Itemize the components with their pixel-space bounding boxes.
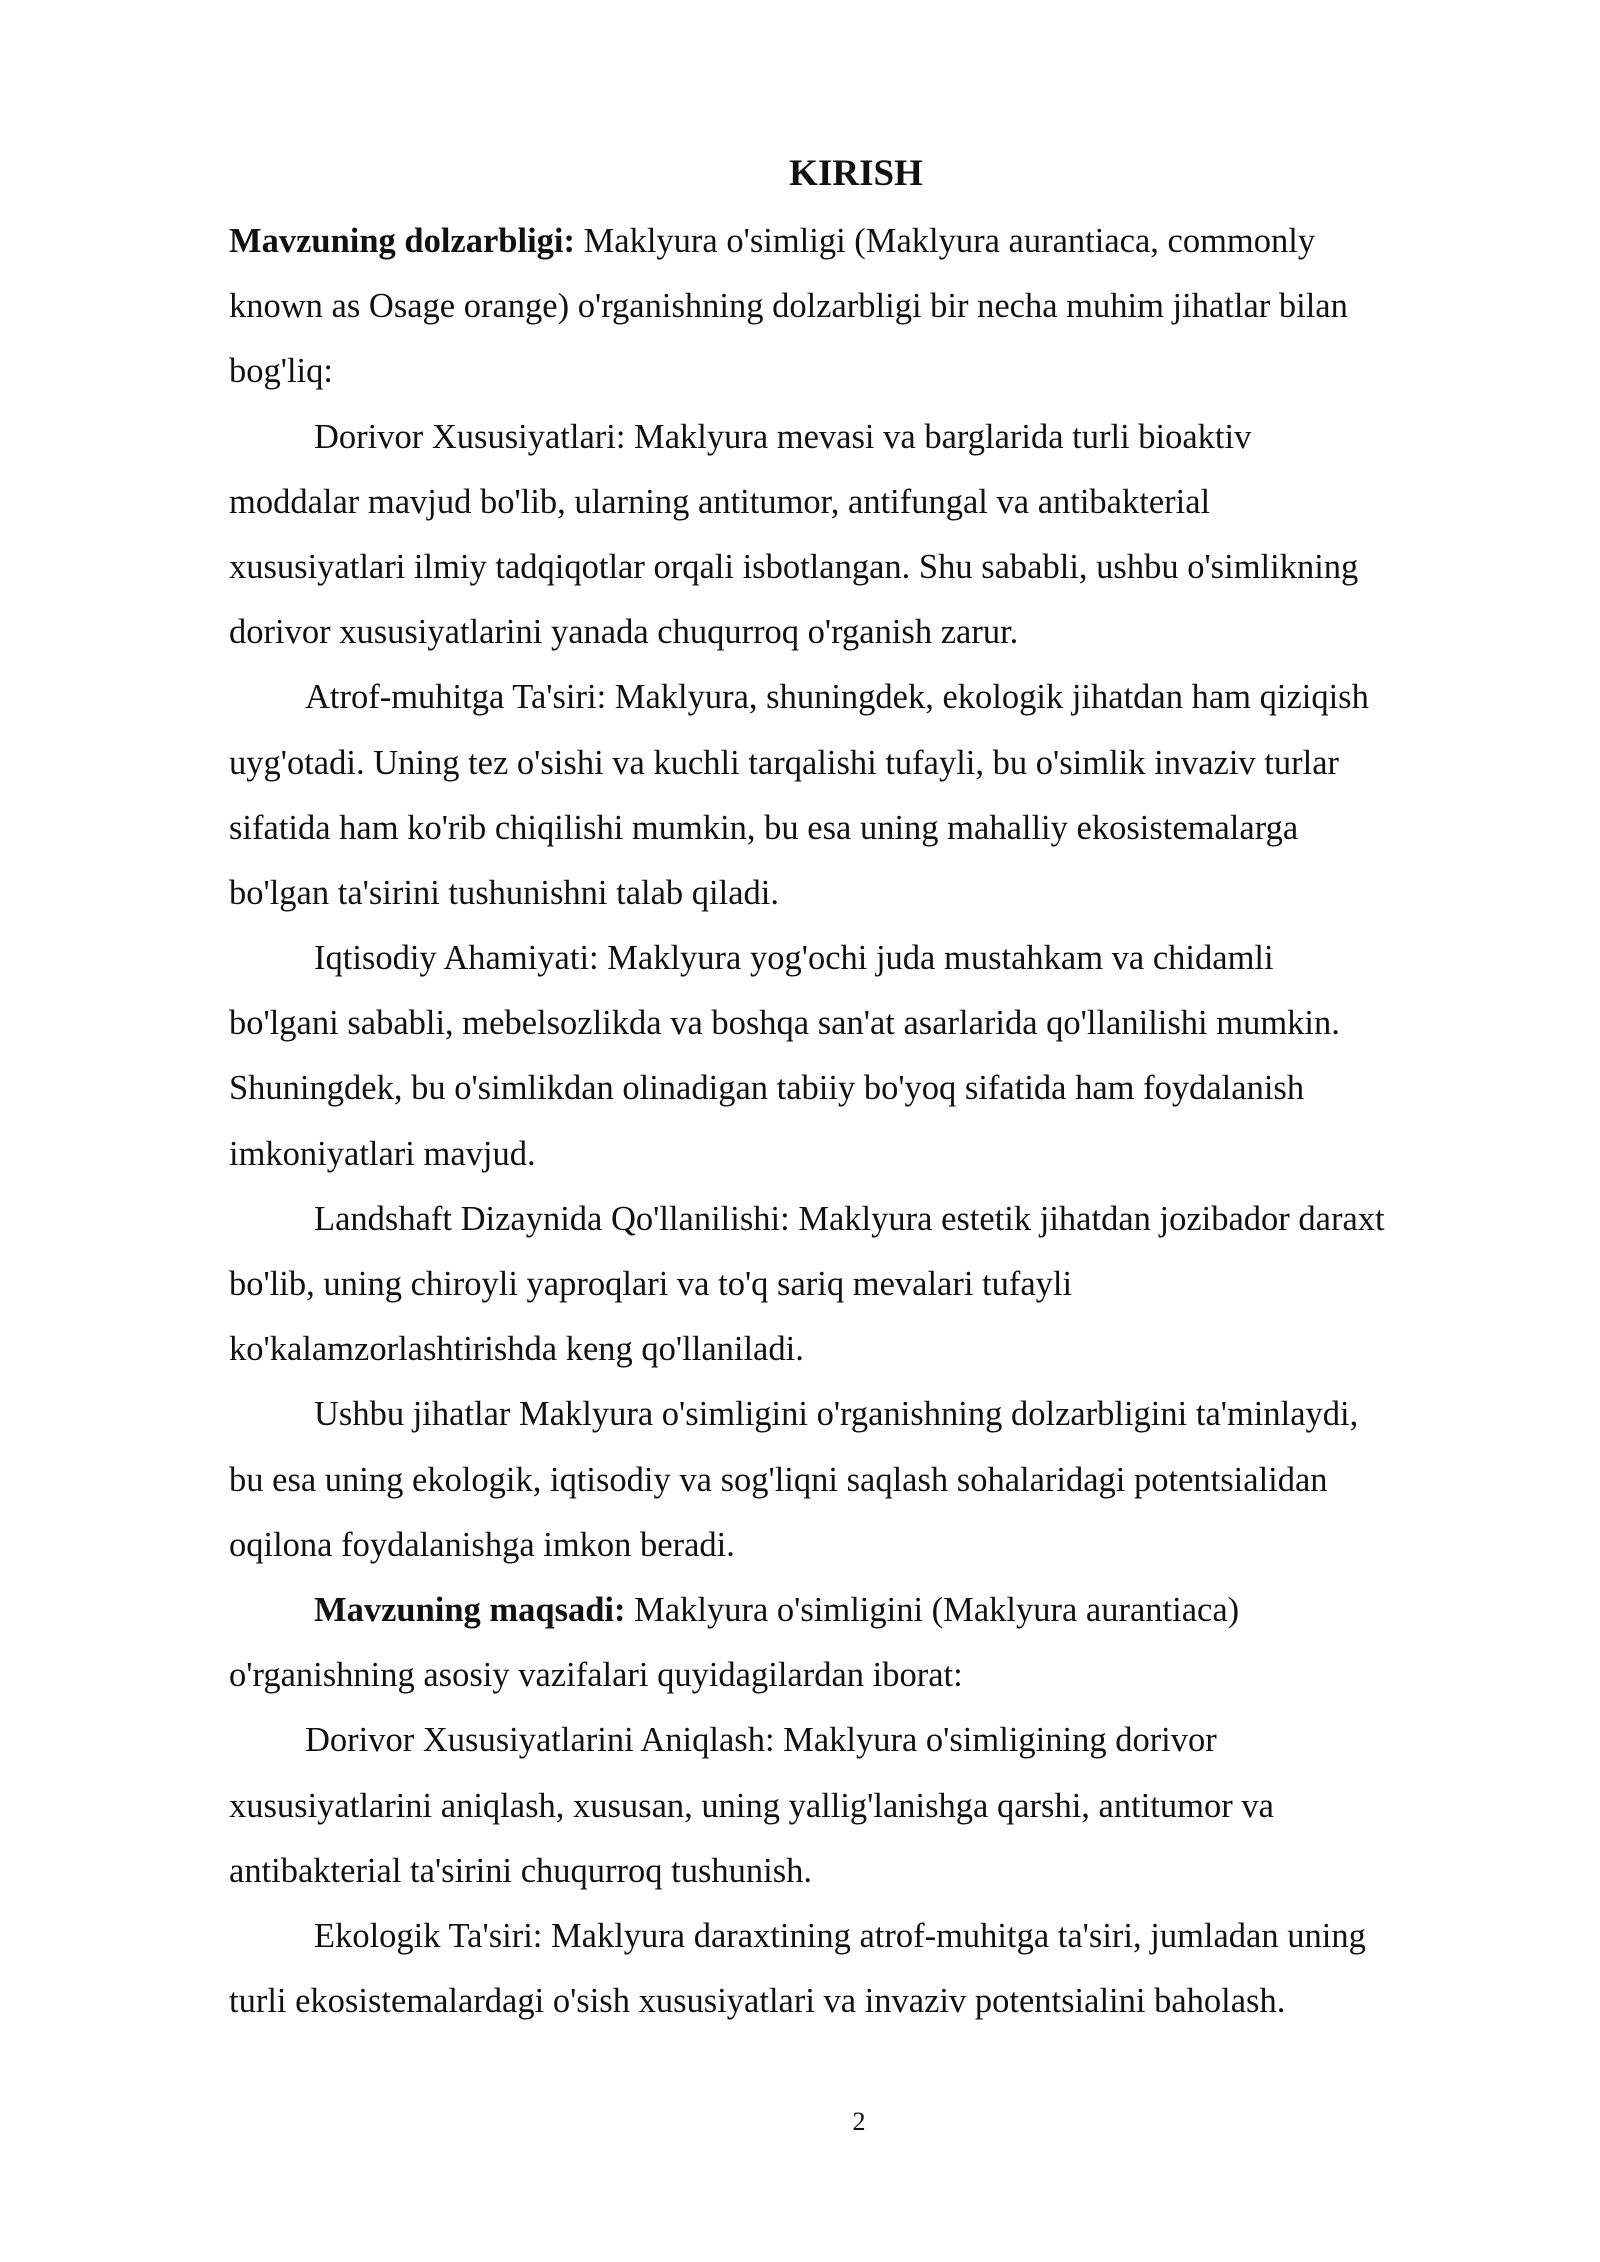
text-line: xususiyatlarini aniqlash, xususan, uning yallig'lanishga qarshi, antitumor va	[229, 1786, 1274, 1825]
text-line: Dorivor Xususiyatlarini Aniqlash: Maklyura o'simligining dorivor	[305, 1721, 1217, 1760]
text-line: Atrof-muhitga Ta'siri: Maklyura, shuningdek, ekologik jihatdan ham qiziqish	[305, 678, 1369, 717]
text-line: bu esa uning ekologik, iqtisodiy va sog'liqni saqlash sohalaridagi potentsialidan	[229, 1460, 1328, 1499]
text-line: antibakterial ta'sirini chuqurroq tushunish.	[229, 1851, 813, 1890]
text-line: Ekologik Ta'siri: Maklyura daraxtining atrof-muhitga ta'siri, jumladan uning	[314, 1916, 1366, 1955]
text-line: Ushbu jihatlar Maklyura o'simligini o'rganishning dolzarbligini ta'minlaydi,	[314, 1395, 1359, 1434]
section-label-dolzarbligi: Mavzuning dolzarbligi:	[229, 222, 575, 260]
text-line: oqilona foydalanishga imkon beradi.	[229, 1525, 735, 1564]
page-title: KIRISH	[789, 153, 923, 194]
text-line: ko'kalamzorlashtirishda keng qo'llaniladi.	[229, 1330, 804, 1369]
text-line: dorivor xususiyatlarini yanada chuqurroq o'rganish zarur.	[229, 613, 1019, 652]
text-line: known as Osage orange) o'rganishning dolzarbligi bir necha muhim jihatlar bilan	[229, 287, 1348, 326]
text-line: xususiyatlari ilmiy tadqiqotlar orqali isbotlangan. Shu sababli, ushbu o'simlikning	[229, 547, 1359, 586]
text-line: Iqtisodiy Ahamiyati: Maklyura yog'ochi juda mustahkam va chidamli	[314, 939, 1274, 978]
text-line: Mavzuning dolzarbligi: Maklyura o'simligi (Maklyura aurantiaca, commonly	[229, 222, 1316, 260]
text-line: uyg'otadi. Uning tez o'sishi va kuchli tarqalishi tufayli, bu o'simlik invaziv turlar	[229, 743, 1339, 782]
text-line: Mavzuning maqsadi: Maklyura o'simligini (Maklyura aurantiaca)	[314, 1590, 1240, 1629]
text-line: Dorivor Xususiyatlari: Maklyura mevasi va barglarida turli bioaktiv	[314, 417, 1252, 456]
text-line: sifatida ham ko'rib chiqilishi mumkin, bu esa uning mahalliy ekosistemalarga	[229, 808, 1299, 847]
text-line: o'rganishning asosiy vazifalari quyidagilardan iborat:	[229, 1656, 963, 1695]
text-line: bog'liq:	[229, 352, 333, 391]
document-body	[229, 209, 1491, 2034]
text-line: bo'lib, uning chiroyli yaproqlari va to'q sariq mevalari tufayli	[229, 1265, 1073, 1303]
text-line: bo'lgan ta'sirini tushunishni talab qiladi.	[229, 873, 779, 912]
section-label-maqsadi: Mavzuning maqsadi:	[314, 1590, 626, 1629]
text-line: Shuningdek, bu o'simlikdan olinadigan tabiiy bo'yoq sifatida ham foydalanish	[229, 1069, 1305, 1108]
text-line: bo'lgani sababli, mebelsozlikda va boshqa san'at asarlarida qo'llanilishi mumkin.	[229, 1004, 1340, 1043]
text-line: moddalar mavjud bo'lib, ularning antitumor, antifungal va antibakterial	[229, 482, 1211, 521]
text-line: turli ekosistemalardagi o'sish xususiyatlari va invaziv potentsialini baholash.	[229, 1982, 1286, 2021]
page-number: 2	[852, 2107, 866, 2136]
text-line: Landshaft Dizaynida Qo'llanilishi: Maklyura estetik jihatdan jozibador daraxt	[314, 1199, 1385, 1238]
text-line: imkoniyatlari mavjud.	[229, 1134, 536, 1173]
